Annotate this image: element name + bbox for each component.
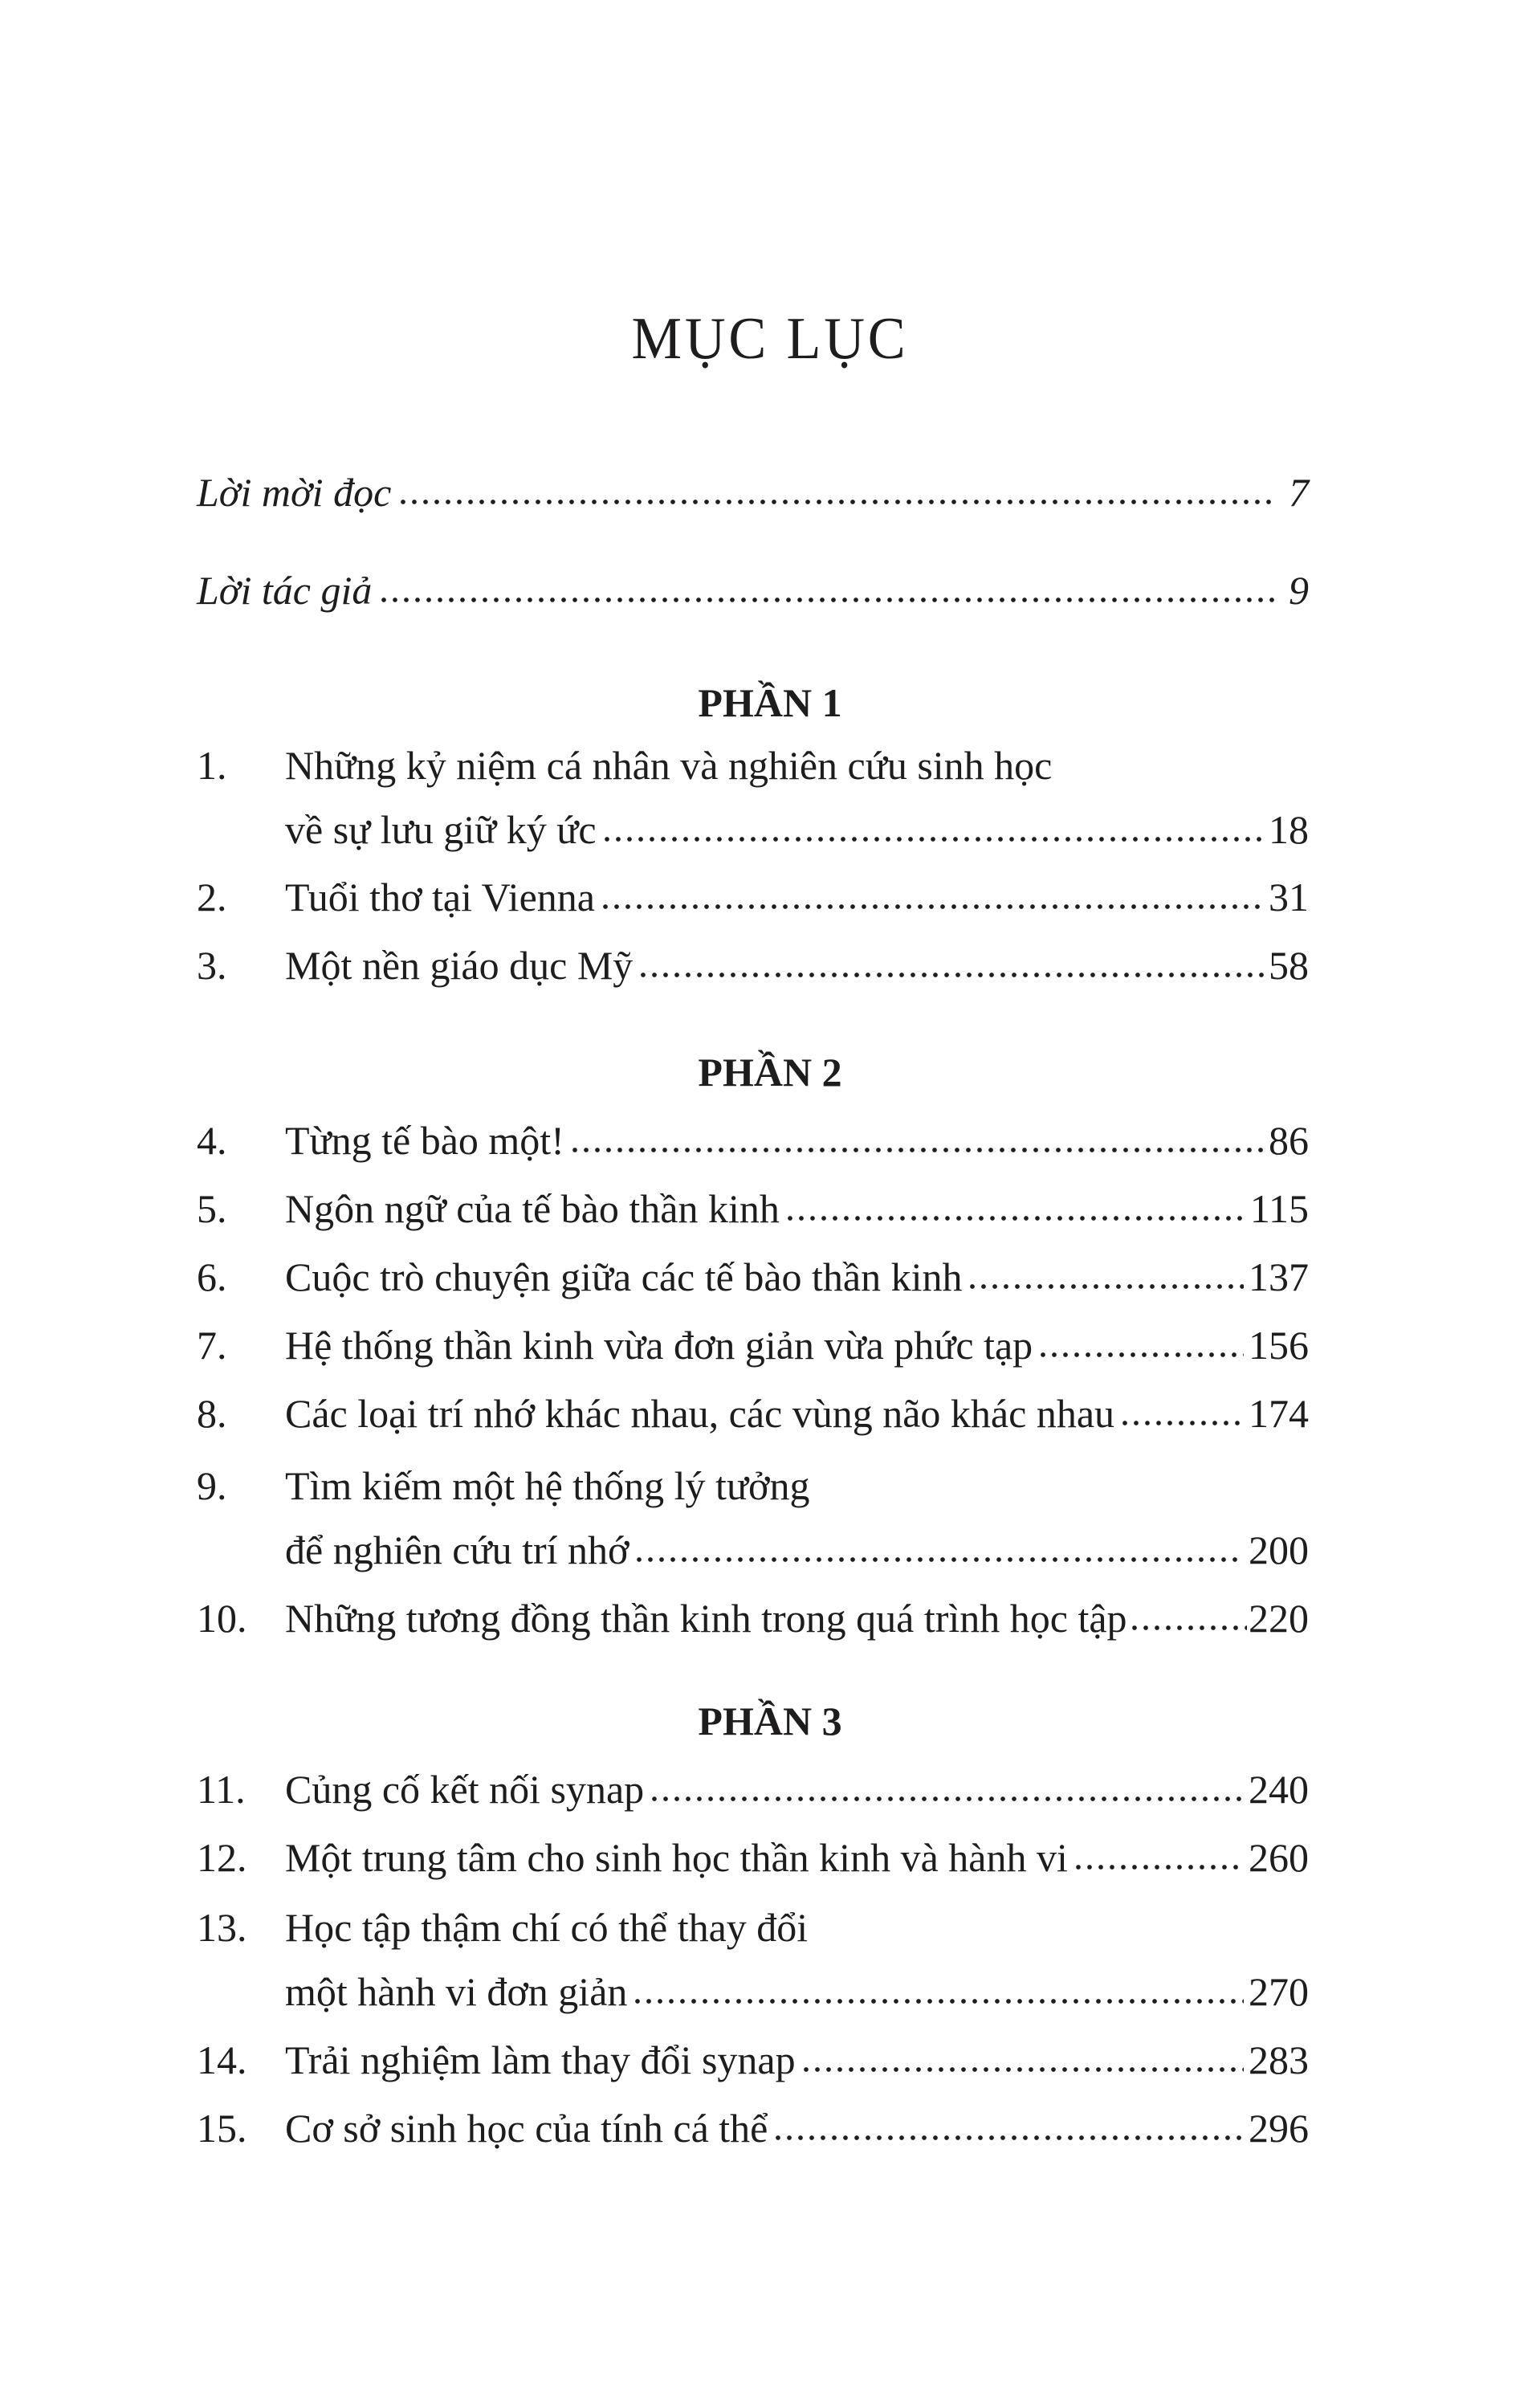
toc-entry[interactable] (197, 1186, 1309, 1231)
toc-entry[interactable] (197, 1463, 1309, 1508)
toc-page-number: 200 (1249, 1527, 1309, 1572)
toc-entry-title: Tuổi thơ tại Vienna (285, 875, 595, 920)
dot-leader (1129, 1624, 1247, 1632)
section-heading-part-2: PHẦN 2 (698, 1050, 842, 1095)
toc-entry-number: 2. (197, 875, 227, 920)
toc-entry[interactable] (197, 943, 1309, 988)
toc-entry[interactable] (197, 1323, 1309, 1368)
toc-entry[interactable] (197, 1837, 1309, 1878)
dot-leader (600, 903, 1264, 911)
toc-page-number: 18 (1269, 807, 1309, 852)
toc-entry-title-line2: một hành vi đơn giản (285, 1969, 628, 2014)
dot-leader (569, 1146, 1264, 1154)
toc-page-number: 115 (1249, 1186, 1309, 1231)
toc-entry-author-preface[interactable] (197, 568, 1309, 613)
toc-entry[interactable] (197, 1596, 1309, 1641)
dot-leader (649, 1795, 1244, 1803)
toc-entry-number: 6. (197, 1254, 227, 1299)
dot-leader (1073, 1863, 1244, 1871)
toc-entry-number: 15. (197, 2106, 247, 2151)
toc-entry-title: Tìm kiếm một hệ thống lý tưởng (285, 1463, 810, 1508)
toc-entry[interactable] (197, 875, 1309, 920)
toc-entry[interactable] (197, 1767, 1309, 1812)
toc-entry-title: Từng tế bào một! (285, 1118, 564, 1163)
toc-page-number: 283 (1249, 2037, 1309, 2082)
toc-entry-continuation[interactable] (285, 807, 1309, 852)
toc-entry-title: Trải nghiệm làm thay đổi synap (285, 2037, 796, 2082)
dot-leader (801, 2066, 1244, 2074)
toc-entry[interactable] (197, 2106, 1309, 2151)
toc-page-number: 174 (1249, 1391, 1309, 1436)
toc-entry[interactable] (197, 2037, 1309, 2082)
toc-entry-title: Lời mời đọc (197, 470, 392, 515)
toc-entry-number: 8. (197, 1391, 227, 1436)
toc-entry-number: 13. (197, 1905, 247, 1950)
toc-entry[interactable] (197, 1254, 1309, 1299)
toc-entry-title: Cơ sở sinh học của tính cá thể (285, 2106, 768, 2151)
toc-entry-foreword[interactable] (197, 470, 1309, 515)
dot-leader (967, 1283, 1244, 1291)
dot-leader (397, 498, 1277, 506)
toc-entry-number: 14. (197, 2037, 247, 2082)
toc-entry-title: Một trung tâm cho sinh học thần kinh và hành vi (285, 1835, 1068, 1880)
dot-leader (772, 2134, 1244, 2142)
toc-entry-title: Lời tác giả (197, 568, 373, 613)
toc-entry-number: 11. (197, 1767, 246, 1812)
toc-entry-title: Những kỷ niệm cá nhân và nghiên cứu sinh học (285, 743, 1053, 788)
toc-entry-number: 9. (197, 1463, 227, 1508)
toc-entry[interactable] (197, 1391, 1309, 1436)
toc-entry-number: 10. (197, 1596, 247, 1641)
toc-entry-title: Ngôn ngữ của tế bào thần kinh (285, 1186, 780, 1231)
toc-entry-title-line2: về sự lưu giữ ký ức (285, 807, 597, 852)
toc-entry-number: 1. (197, 743, 227, 788)
toc-entry-title: Các loại trí nhớ khác nhau, các vùng não khác nhau (285, 1391, 1115, 1436)
toc-entry[interactable] (197, 743, 1309, 788)
toc-page-number: 296 (1249, 2106, 1309, 2151)
toc-page-number: 58 (1269, 943, 1309, 988)
toc-entry-title: Hệ thống thần kinh vừa đơn giản vừa phức tạp (285, 1323, 1033, 1368)
toc-entry-title: Cuộc trò chuyện giữa các tế bào thần kinh (285, 1254, 963, 1299)
dot-leader (601, 835, 1264, 843)
dot-leader (638, 971, 1264, 979)
toc-entry-continuation[interactable] (285, 1527, 1309, 1572)
toc-entry-number: 7. (197, 1323, 227, 1368)
toc-entry-title: Những tương đồng thần kinh trong quá trình học tập (285, 1596, 1127, 1641)
dot-leader (634, 1556, 1244, 1564)
toc-entry-title: Học tập thậm chí có thể thay đổi (285, 1905, 809, 1950)
toc-page-number: 137 (1249, 1254, 1309, 1299)
toc-entry-title: Một nền giáo dục Mỹ (285, 943, 634, 988)
toc-page-number: 31 (1269, 875, 1309, 920)
dot-leader (378, 596, 1277, 604)
toc-page-number: 7 (1289, 470, 1309, 515)
toc-entry-number: 5. (197, 1186, 227, 1231)
dot-leader (632, 1997, 1244, 2005)
toc-page-number: 86 (1269, 1118, 1309, 1163)
toc-entry[interactable] (197, 1905, 1309, 1950)
page-title: MỤC LỤC (631, 305, 909, 372)
toc-page-number: 240 (1249, 1767, 1309, 1812)
toc-entry-title: Củng cố kết nối synap (285, 1767, 645, 1812)
toc-entry[interactable] (197, 1118, 1309, 1163)
toc-entry-continuation[interactable] (285, 1969, 1309, 2014)
dot-leader (1119, 1419, 1244, 1427)
toc-page-number: 156 (1249, 1323, 1309, 1368)
toc-page-number: 270 (1249, 1969, 1309, 2014)
section-heading-part-3: PHẦN 3 (698, 1699, 842, 1743)
toc-entry-number: 12. (197, 1835, 247, 1880)
toc-entry-number: 4. (197, 1118, 227, 1163)
toc-page-number: 9 (1289, 568, 1309, 613)
toc-entry-number: 3. (197, 943, 227, 988)
dot-leader (784, 1214, 1245, 1222)
toc-page-number: 260 (1249, 1835, 1309, 1880)
dot-leader (1037, 1351, 1244, 1359)
toc-entry-title-line2: để nghiên cứu trí nhớ (285, 1527, 629, 1572)
toc-page-number: 220 (1249, 1596, 1309, 1641)
section-heading-part-1: PHẦN 1 (698, 680, 842, 725)
